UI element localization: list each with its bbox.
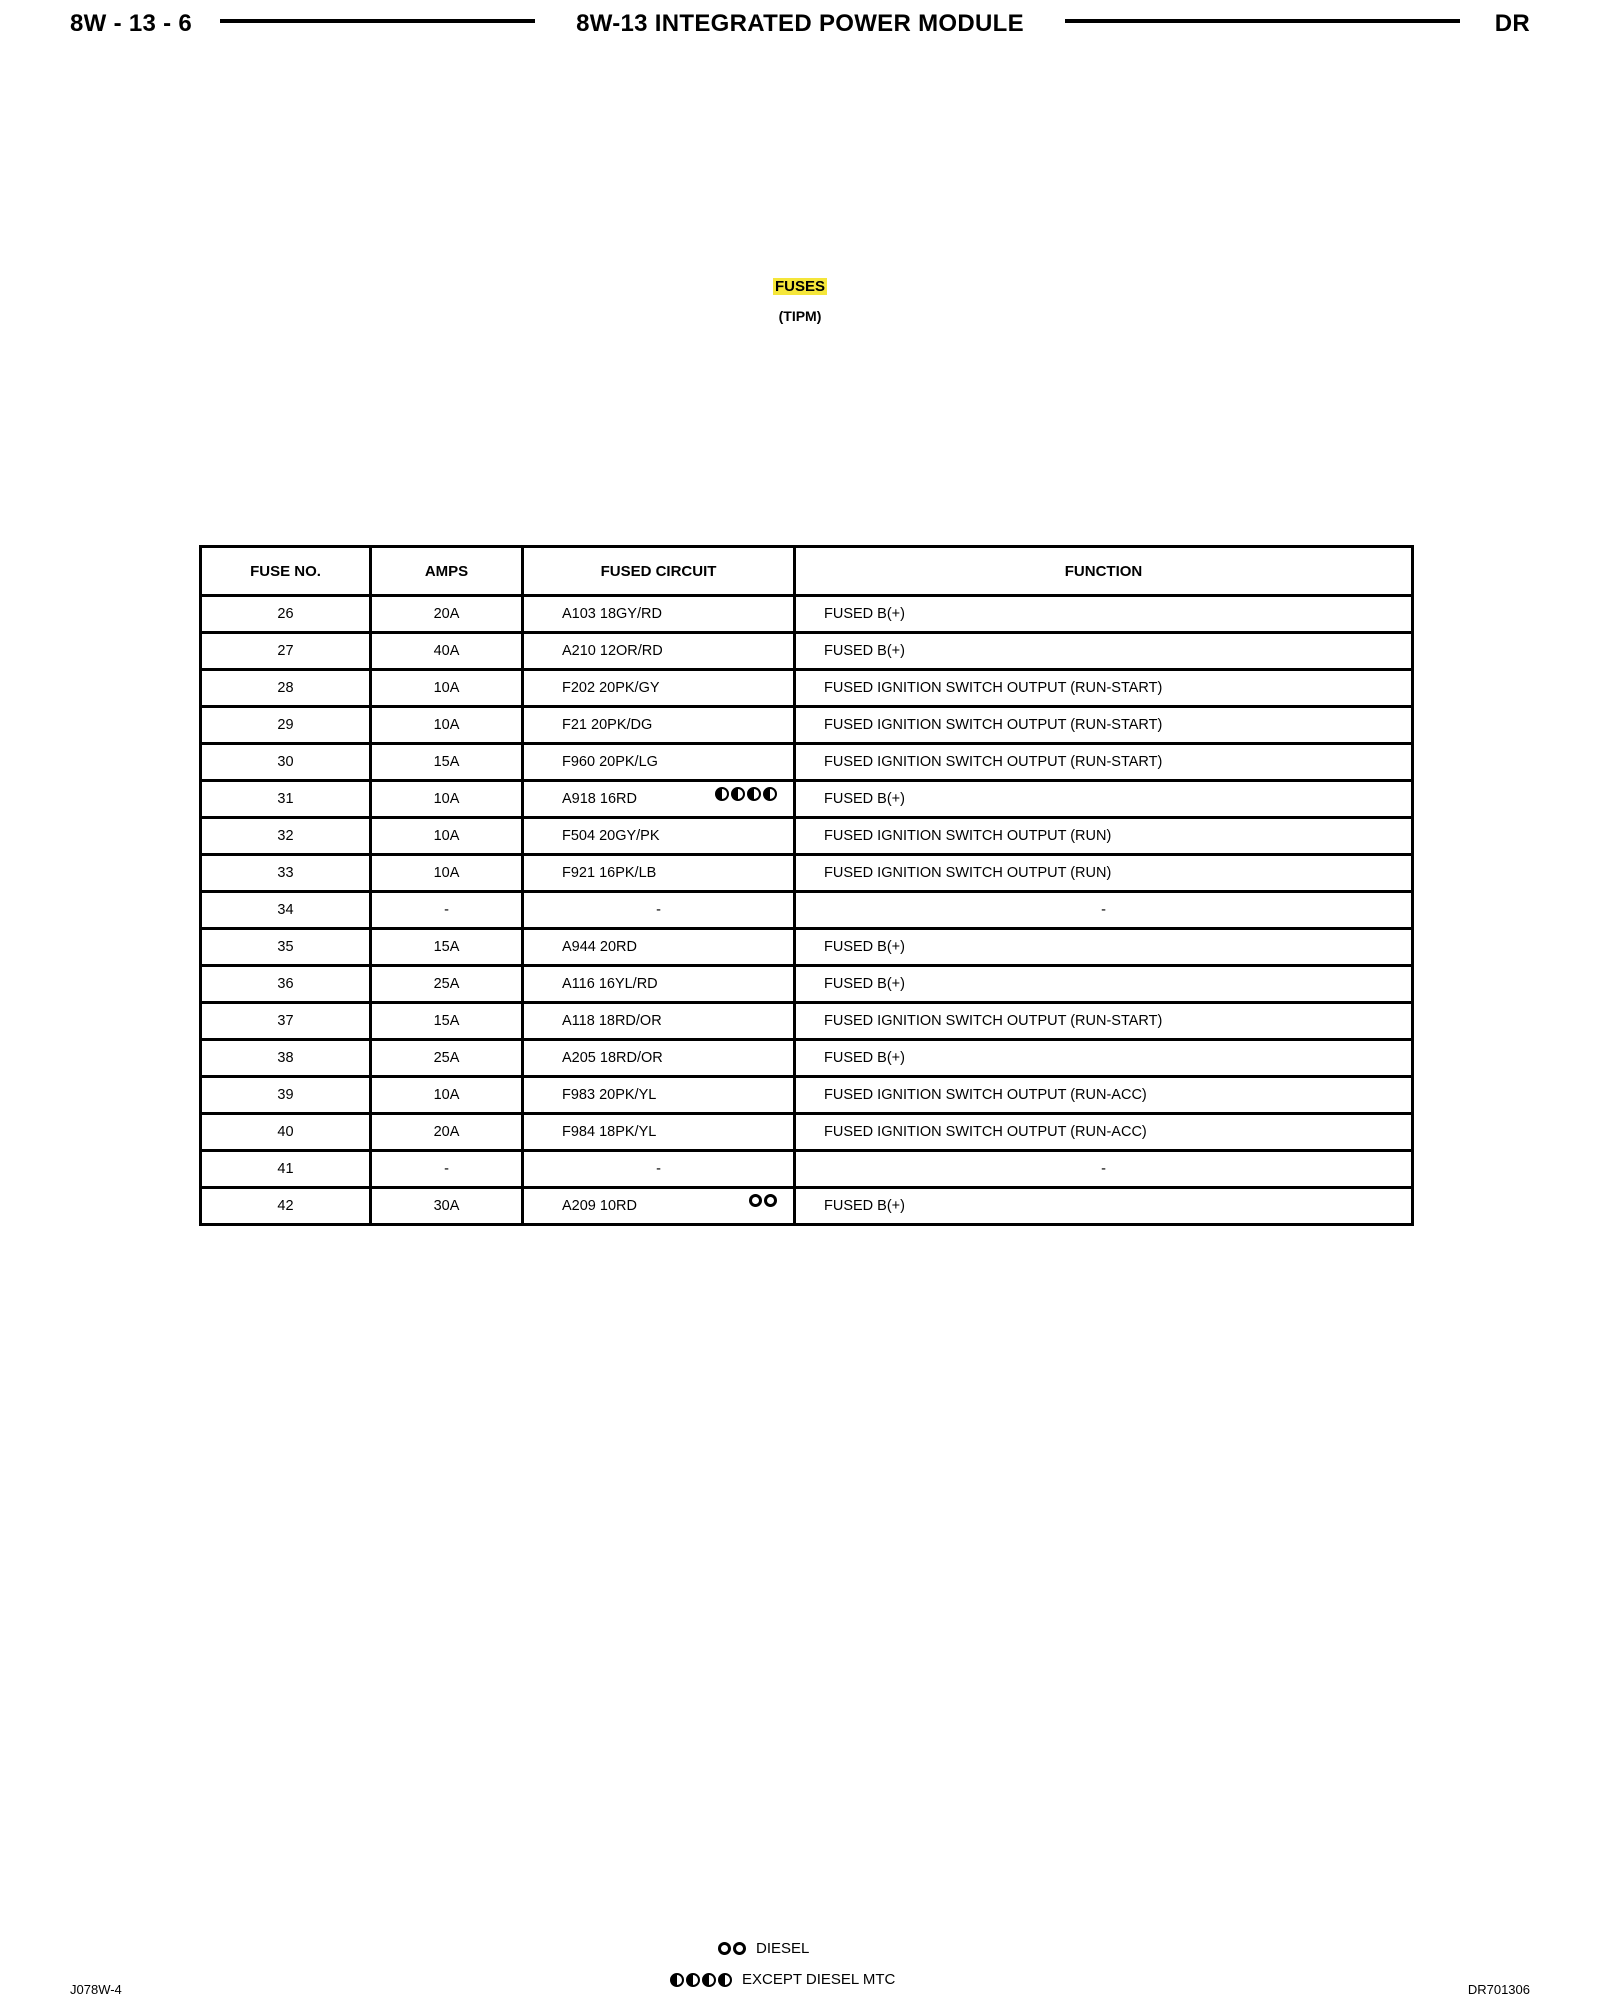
fused-circuit-cell-text: F921 16PK/LB bbox=[562, 865, 657, 881]
function-cell-text: FUSED B(+) bbox=[824, 791, 905, 807]
legend-except-diesel-mtc-label: EXCEPT DIESEL MTC bbox=[742, 1971, 896, 1988]
fuse-no-cell bbox=[201, 596, 371, 633]
amps-cell bbox=[371, 744, 523, 781]
except-diesel-mtc-symbol-icon bbox=[715, 787, 777, 801]
fuse-no-cell-text: 38 bbox=[277, 1050, 294, 1066]
amps-cell bbox=[371, 633, 523, 670]
table-row bbox=[201, 596, 1413, 633]
table-row bbox=[201, 1151, 1413, 1188]
fuse-no-cell-text: 34 bbox=[277, 902, 294, 918]
fuse-no-cell-text: 36 bbox=[277, 976, 294, 992]
table-row bbox=[201, 1040, 1413, 1077]
fused-circuit-cell-text: A116 16YL/RD bbox=[562, 976, 658, 992]
amps-cell-text: 30A bbox=[433, 1198, 460, 1214]
amps-cell-text: 10A bbox=[433, 828, 460, 844]
function-cell-text: FUSED B(+) bbox=[824, 1050, 905, 1066]
fuse-no-cell bbox=[201, 1040, 371, 1077]
fused-circuit-cell-text: A205 18RD/OR bbox=[562, 1050, 663, 1066]
fused-circuit-cell bbox=[523, 744, 795, 781]
fuse-no-cell bbox=[201, 633, 371, 670]
function-cell bbox=[795, 1003, 1413, 1040]
fused-circuit-cell bbox=[523, 1114, 795, 1151]
fuse-no-cell bbox=[201, 1077, 371, 1114]
amps-cell-text: - bbox=[444, 1161, 449, 1177]
function-cell-text: FUSED B(+) bbox=[824, 1198, 905, 1214]
function-cell-text: - bbox=[1101, 1161, 1106, 1177]
fuse-no-cell bbox=[201, 929, 371, 966]
function-cell bbox=[795, 781, 1413, 818]
fuse-no-cell-text: 33 bbox=[277, 865, 294, 881]
amps-cell bbox=[371, 1151, 523, 1188]
function-cell-text: FUSED IGNITION SWITCH OUTPUT (RUN) bbox=[824, 828, 1112, 844]
fused-circuit-cell bbox=[523, 1040, 795, 1077]
table-row bbox=[201, 781, 1413, 818]
table-row bbox=[201, 1188, 1413, 1225]
legend-diesel bbox=[718, 1940, 809, 1957]
fused-circuit-cell-text: F960 20PK/LG bbox=[562, 754, 658, 770]
fused-circuit-cell-text: F504 20GY/PK bbox=[562, 828, 660, 844]
fused-circuit-cell bbox=[523, 707, 795, 744]
fused-circuit-cell-text: F983 20PK/YL bbox=[562, 1087, 657, 1103]
fused-circuit-cell bbox=[523, 596, 795, 633]
function-cell-text: FUSED IGNITION SWITCH OUTPUT (RUN-START) bbox=[824, 680, 1163, 696]
fuse-no-cell-text: 40 bbox=[277, 1124, 294, 1140]
fuse-no-cell bbox=[201, 707, 371, 744]
fused-circuit-cell-text: F202 20PK/GY bbox=[562, 680, 660, 696]
amps-cell-text: 15A bbox=[433, 754, 460, 770]
fuse-no-cell-text: 28 bbox=[277, 680, 294, 696]
function-cell bbox=[795, 818, 1413, 855]
amps-cell bbox=[371, 707, 523, 744]
col-header-amps: AMPS bbox=[371, 547, 523, 596]
amps-cell-text: 15A bbox=[433, 939, 460, 955]
title-fuses: FUSES bbox=[774, 278, 825, 295]
fuse-no-cell bbox=[201, 892, 371, 929]
footer-right-code: DR701306 bbox=[1467, 1982, 1530, 1997]
function-cell-text: FUSED B(+) bbox=[824, 606, 905, 622]
fuse-no-cell-text: 41 bbox=[277, 1161, 294, 1177]
fused-circuit-cell-text: A118 18RD/OR bbox=[562, 1013, 662, 1029]
legend-diesel-label: DIESEL bbox=[756, 1940, 810, 1957]
amps-cell bbox=[371, 818, 523, 855]
fused-circuit-cell bbox=[523, 818, 795, 855]
fuse-no-cell bbox=[201, 1114, 371, 1151]
fuse-no-cell-text: 29 bbox=[277, 717, 294, 733]
table-row bbox=[201, 855, 1413, 892]
amps-cell bbox=[371, 966, 523, 1003]
table-row bbox=[201, 633, 1413, 670]
amps-cell-text: 10A bbox=[433, 717, 460, 733]
fused-circuit-cell bbox=[523, 1188, 795, 1225]
function-cell-text: FUSED IGNITION SWITCH OUTPUT (RUN-START) bbox=[824, 1013, 1163, 1029]
function-cell-text: FUSED B(+) bbox=[824, 976, 905, 992]
table-row bbox=[201, 707, 1413, 744]
fuse-no-cell-text: 30 bbox=[277, 754, 294, 770]
title-subtitle: (TIPM) bbox=[778, 308, 822, 324]
amps-cell bbox=[371, 1003, 523, 1040]
fuse-no-cell-text: 27 bbox=[277, 643, 294, 659]
amps-cell-text: 15A bbox=[433, 1013, 460, 1029]
table-row bbox=[201, 1003, 1413, 1040]
fuse-no-cell-text: 32 bbox=[277, 828, 294, 844]
amps-cell bbox=[371, 1040, 523, 1077]
fuse-no-cell bbox=[201, 781, 371, 818]
amps-cell-text: 10A bbox=[433, 1087, 460, 1103]
document-title bbox=[0, 278, 1600, 324]
fused-circuit-cell bbox=[523, 855, 795, 892]
page-number: 8W - 13 - 6 bbox=[70, 10, 192, 37]
section-title: 8W-13 INTEGRATED POWER MODULE bbox=[576, 10, 1024, 37]
fused-circuit-cell bbox=[523, 781, 795, 818]
amps-cell bbox=[371, 1077, 523, 1114]
function-cell-text: FUSED IGNITION SWITCH OUTPUT (RUN-ACC) bbox=[824, 1124, 1147, 1140]
fused-circuit-cell-text: A918 16RD bbox=[562, 791, 637, 807]
function-cell-text: FUSED IGNITION SWITCH OUTPUT (RUN) bbox=[824, 865, 1112, 881]
table-row bbox=[201, 1077, 1413, 1114]
function-cell-text: FUSED B(+) bbox=[824, 643, 905, 659]
fuse-no-cell bbox=[201, 818, 371, 855]
function-cell bbox=[795, 633, 1413, 670]
fuse-no-cell bbox=[201, 1188, 371, 1225]
footer-left-code: J078W-4 bbox=[70, 1982, 122, 1997]
amps-cell bbox=[371, 929, 523, 966]
fuse-no-cell bbox=[201, 670, 371, 707]
diesel-symbol-icon bbox=[749, 1194, 777, 1207]
amps-cell-text: 10A bbox=[433, 865, 460, 881]
table-row bbox=[201, 929, 1413, 966]
table-row bbox=[201, 1114, 1413, 1151]
fused-circuit-cell-text: A944 20RD bbox=[562, 939, 637, 955]
function-cell bbox=[795, 744, 1413, 781]
function-cell-text: - bbox=[1101, 902, 1106, 918]
amps-cell-text: - bbox=[444, 902, 449, 918]
table-row bbox=[201, 892, 1413, 929]
table-row bbox=[201, 818, 1413, 855]
function-cell bbox=[795, 1188, 1413, 1225]
amps-cell-text: 10A bbox=[433, 680, 460, 696]
col-header-fuse-no: FUSE NO. bbox=[201, 547, 371, 596]
amps-cell-text: 25A bbox=[433, 1050, 460, 1066]
amps-cell bbox=[371, 855, 523, 892]
function-cell bbox=[795, 892, 1413, 929]
amps-cell bbox=[371, 892, 523, 929]
fuse-no-cell-text: 42 bbox=[277, 1198, 294, 1214]
fuse-table-header bbox=[201, 547, 1413, 596]
function-cell-text: FUSED IGNITION SWITCH OUTPUT (RUN-ACC) bbox=[824, 1087, 1147, 1103]
function-cell bbox=[795, 929, 1413, 966]
fused-circuit-cell-text: A210 12OR/RD bbox=[562, 643, 663, 659]
amps-cell-text: 10A bbox=[433, 791, 460, 807]
function-cell bbox=[795, 670, 1413, 707]
fused-circuit-cell bbox=[523, 1151, 795, 1188]
function-cell bbox=[795, 1114, 1413, 1151]
legend-except-diesel-mtc bbox=[670, 1971, 895, 1988]
fuse-no-cell bbox=[201, 855, 371, 892]
function-cell-text: FUSED IGNITION SWITCH OUTPUT (RUN-START) bbox=[824, 754, 1163, 770]
amps-cell bbox=[371, 1114, 523, 1151]
fuse-no-cell-text: 39 bbox=[277, 1087, 294, 1103]
col-header-fused-circuit: FUSED CIRCUIT bbox=[523, 547, 795, 596]
fuse-no-cell bbox=[201, 966, 371, 1003]
fused-circuit-cell bbox=[523, 1077, 795, 1114]
fused-circuit-cell bbox=[523, 929, 795, 966]
function-cell bbox=[795, 596, 1413, 633]
page-header bbox=[0, 6, 1600, 46]
fused-circuit-cell bbox=[523, 892, 795, 929]
col-header-function: FUNCTION bbox=[795, 547, 1413, 596]
function-cell-text: FUSED B(+) bbox=[824, 939, 905, 955]
amps-cell-text: 25A bbox=[433, 976, 460, 992]
fused-circuit-cell bbox=[523, 670, 795, 707]
fused-circuit-cell-text: F984 18PK/YL bbox=[562, 1124, 657, 1140]
function-cell bbox=[795, 1040, 1413, 1077]
function-cell bbox=[795, 855, 1413, 892]
fuse-no-cell-text: 26 bbox=[277, 606, 294, 622]
fused-circuit-cell-text: A209 10RD bbox=[562, 1198, 637, 1214]
fused-circuit-cell-text: A103 18GY/RD bbox=[562, 606, 662, 622]
fuse-no-cell bbox=[201, 744, 371, 781]
header-rule-right bbox=[1065, 19, 1460, 23]
fuse-no-cell-text: 35 bbox=[277, 939, 294, 955]
fuse-no-cell bbox=[201, 1003, 371, 1040]
function-cell bbox=[795, 707, 1413, 744]
fused-circuit-cell bbox=[523, 1003, 795, 1040]
diesel-symbol-icon bbox=[718, 1942, 746, 1955]
amps-cell bbox=[371, 1188, 523, 1225]
fuse-table bbox=[199, 545, 1414, 1226]
amps-cell-text: 20A bbox=[433, 1124, 460, 1140]
amps-cell-text: 40A bbox=[433, 643, 460, 659]
table-row bbox=[201, 670, 1413, 707]
table-row bbox=[201, 966, 1413, 1003]
fuse-no-cell-text: 37 bbox=[277, 1013, 294, 1029]
function-cell bbox=[795, 1077, 1413, 1114]
model-code: DR bbox=[1494, 10, 1530, 37]
fused-circuit-cell bbox=[523, 966, 795, 1003]
fuse-no-cell-text: 31 bbox=[277, 791, 294, 807]
amps-cell bbox=[371, 596, 523, 633]
fused-circuit-cell bbox=[523, 633, 795, 670]
fused-circuit-cell-text: F21 20PK/DG bbox=[562, 717, 653, 733]
except-diesel-mtc-symbol-icon bbox=[670, 1973, 732, 1987]
function-cell bbox=[795, 966, 1413, 1003]
amps-cell-text: 20A bbox=[433, 606, 460, 622]
amps-cell bbox=[371, 781, 523, 818]
table-row bbox=[201, 744, 1413, 781]
function-cell-text: FUSED IGNITION SWITCH OUTPUT (RUN-START) bbox=[824, 717, 1163, 733]
fused-circuit-cell-text: - bbox=[656, 902, 661, 918]
amps-cell bbox=[371, 670, 523, 707]
fuse-no-cell bbox=[201, 1151, 371, 1188]
fused-circuit-cell-text: - bbox=[656, 1161, 661, 1177]
function-cell bbox=[795, 1151, 1413, 1188]
